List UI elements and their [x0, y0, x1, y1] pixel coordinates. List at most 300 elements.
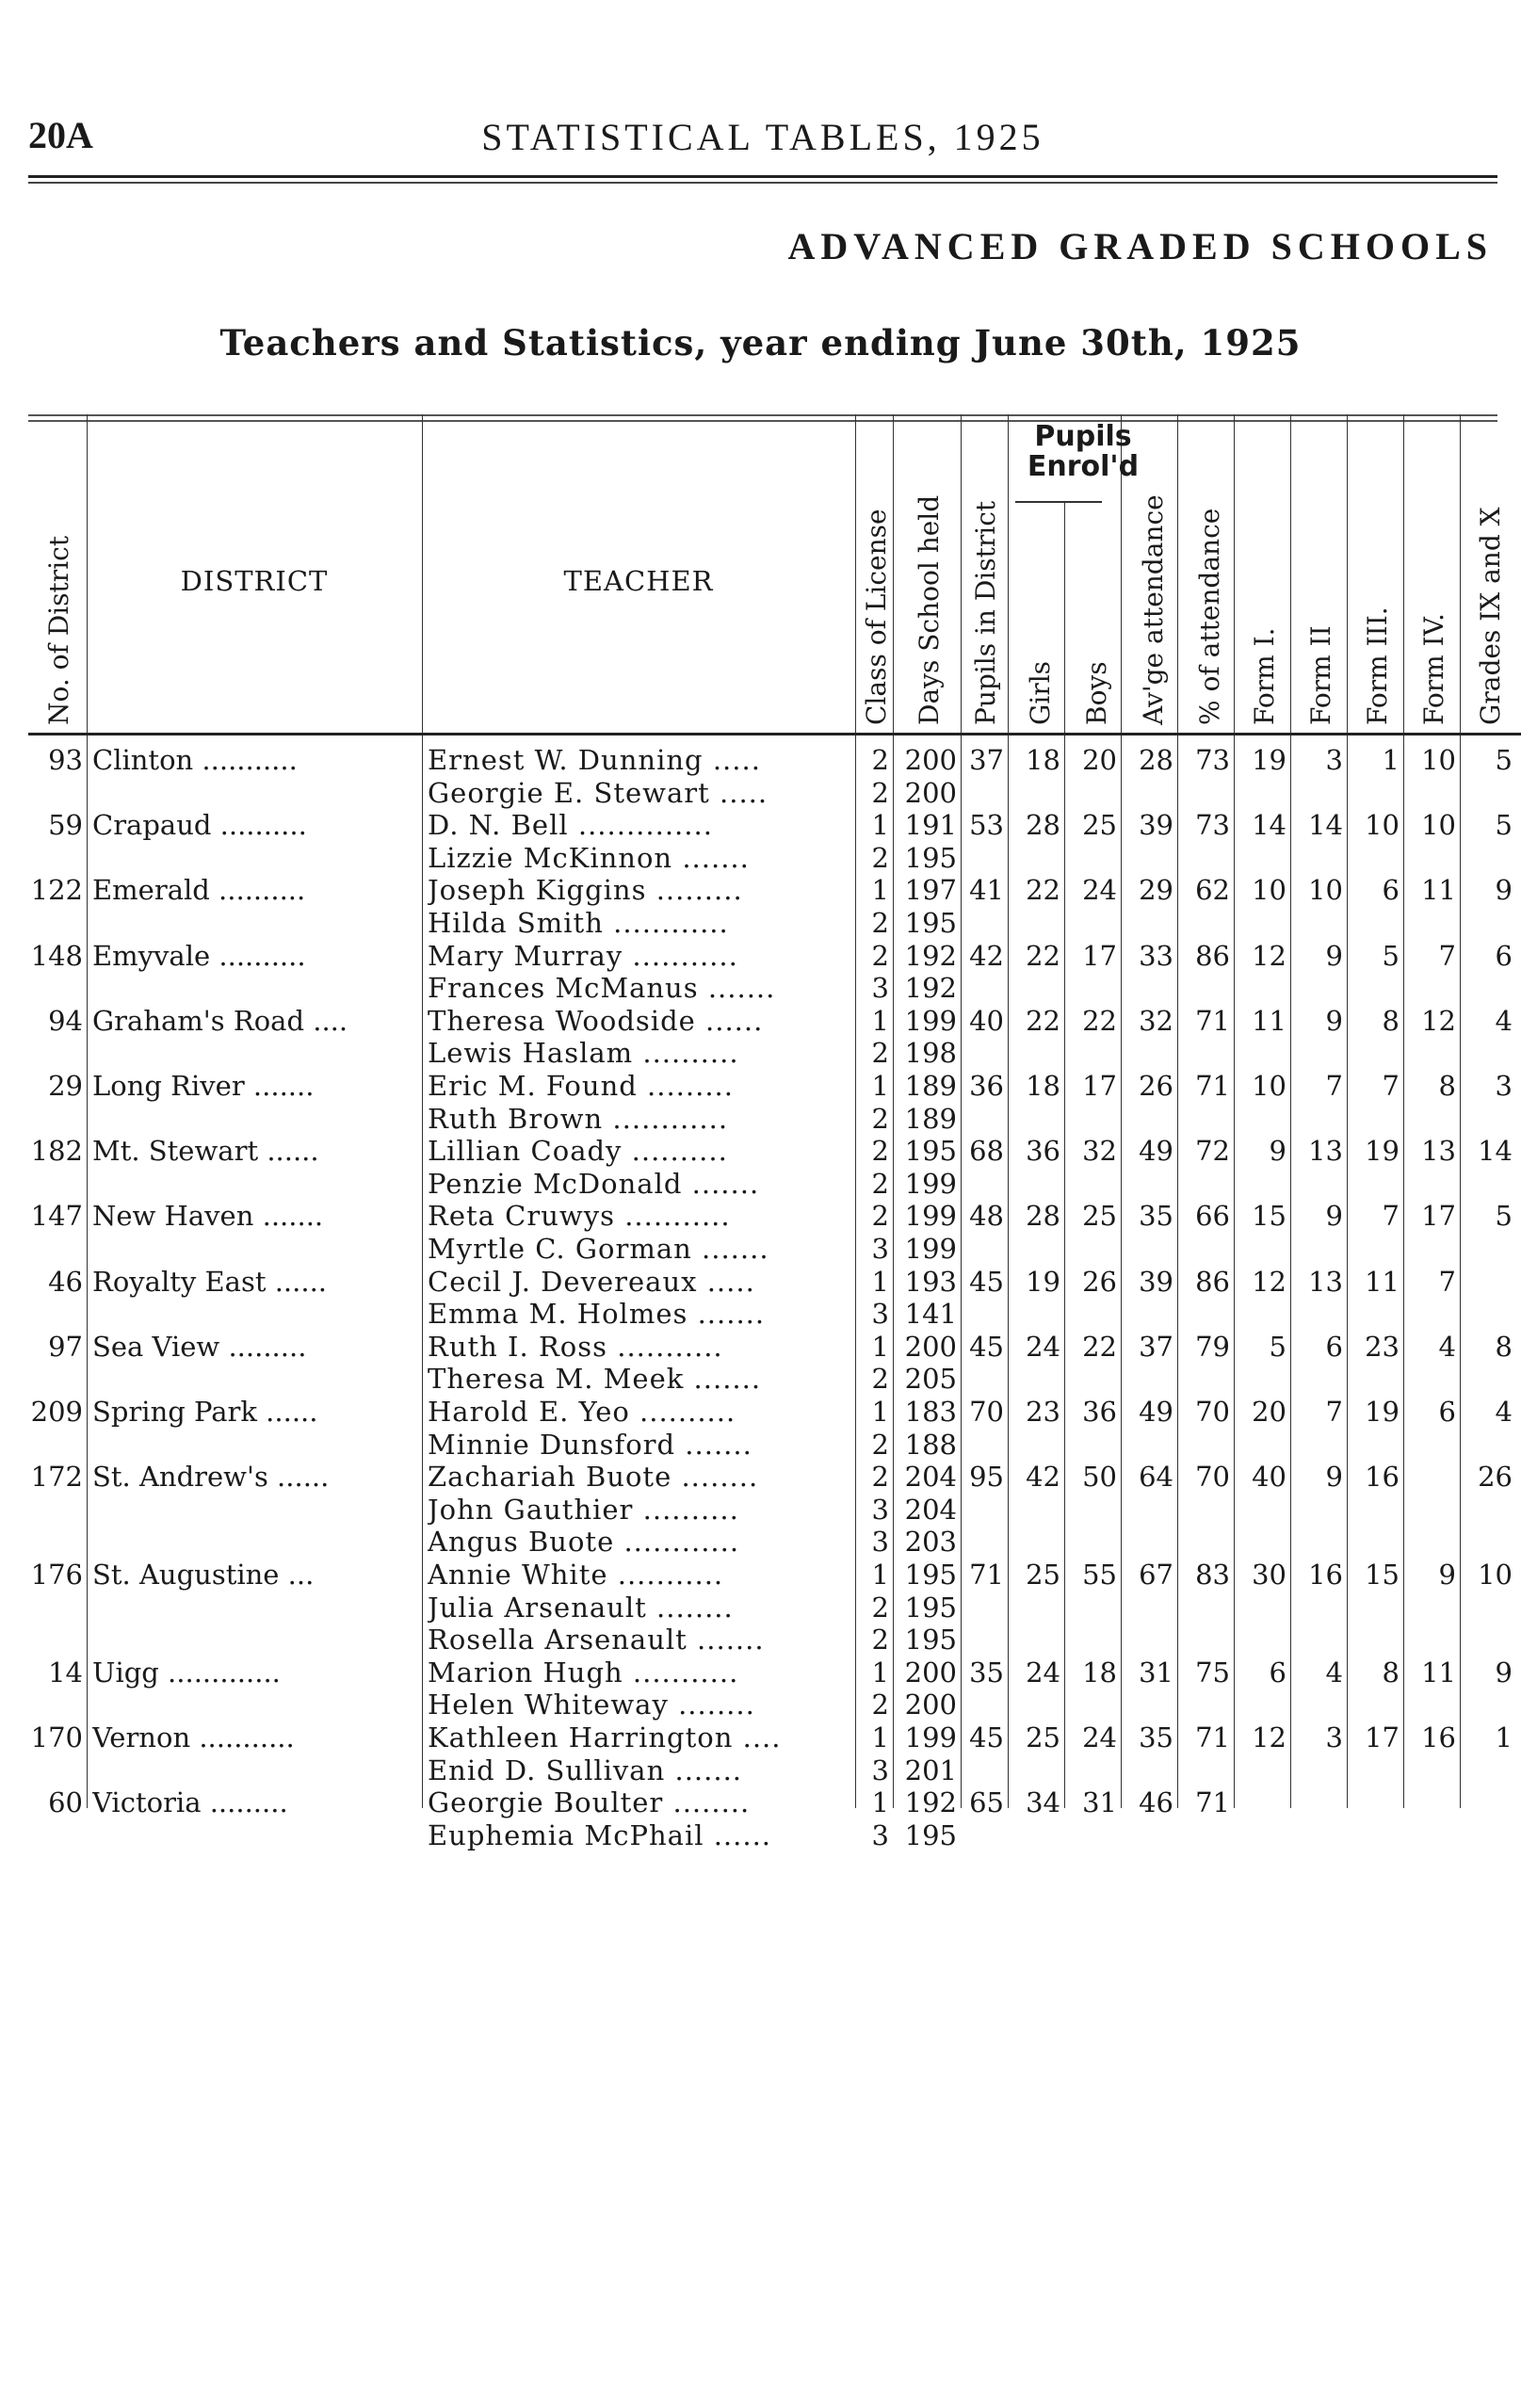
cell-form-1: 12 [1252, 1265, 1286, 1298]
cell-class: 1 [871, 1004, 889, 1037]
cell-class: 1 [871, 809, 889, 842]
cell-pupils: 68 [969, 1135, 1004, 1168]
cell-class: 3 [871, 972, 889, 1005]
cell-form-2: 10 [1308, 874, 1343, 907]
cell-pct-attendance: 71 [1195, 1004, 1230, 1037]
cell-district: Long River ....... [92, 1070, 315, 1102]
cell-teacher: John Gauthier .......... [428, 1493, 739, 1526]
cell-teacher: Julia Arsenault ........ [428, 1591, 734, 1624]
header-no-of-district: No. of District [43, 535, 74, 725]
cell-district-no: 209 [30, 1396, 83, 1428]
table-row [28, 1657, 1521, 1689]
cell-form-3: 7 [1382, 1200, 1400, 1233]
cell-grades-9-10: 4 [1495, 1396, 1513, 1428]
table-row [28, 1396, 1521, 1428]
cell-days: 204 [904, 1461, 957, 1494]
cell-teacher: Frances McManus ....... [428, 972, 776, 1005]
cell-days: 199 [904, 1200, 957, 1233]
cell-teacher: Reta Cruwys ........... [428, 1200, 731, 1233]
cell-form-4: 13 [1421, 1135, 1456, 1168]
cell-form-4: 10 [1421, 744, 1456, 776]
cell-days: 193 [904, 1265, 957, 1298]
cell-form-2: 4 [1325, 1656, 1343, 1689]
cell-grades-9-10: 14 [1478, 1135, 1513, 1168]
table-row [28, 1331, 1521, 1363]
cell-pct-attendance: 62 [1195, 874, 1230, 907]
cell-teacher: Penzie McDonald ....... [428, 1167, 760, 1200]
cell-teacher: Enid D. Sullivan ....... [428, 1753, 743, 1786]
table-row [28, 907, 1521, 939]
cell-form-2: 7 [1325, 1070, 1343, 1102]
cell-form-2: 7 [1325, 1396, 1343, 1428]
table-row [28, 1266, 1521, 1298]
cell-girls: 42 [1026, 1461, 1060, 1494]
cell-form-1: 40 [1252, 1461, 1286, 1494]
cell-boys: 22 [1082, 1004, 1117, 1037]
cell-pupils: 45 [969, 1330, 1004, 1363]
cell-form-2: 6 [1325, 1330, 1343, 1363]
header-days-school-held: Days School held [914, 494, 945, 725]
cell-district: Spring Park ...... [92, 1396, 318, 1428]
table-row [28, 1786, 1521, 1818]
cell-district: St. Augustine ... [92, 1559, 315, 1591]
table-row [28, 1298, 1521, 1330]
cell-boys: 31 [1082, 1786, 1117, 1819]
cell-district-no: 176 [30, 1559, 83, 1591]
running-title: STATISTICAL TABLES, 1925 [481, 116, 1044, 158]
cell-days: 201 [904, 1753, 957, 1786]
cell-avg-attendance: 31 [1139, 1656, 1173, 1689]
cell-avg-attendance: 39 [1139, 1265, 1173, 1298]
table-row [28, 744, 1521, 776]
cell-class: 3 [871, 1298, 889, 1331]
table-row [28, 1135, 1521, 1167]
header-pupils-in-district: Pupils in District [970, 500, 1001, 725]
cell-form-3: 16 [1365, 1461, 1400, 1494]
cell-form-3: 8 [1382, 1656, 1400, 1689]
cell-boys: 17 [1082, 939, 1117, 972]
cell-teacher: Emma M. Holmes ....... [428, 1298, 766, 1331]
cell-pupils: 95 [969, 1461, 1004, 1494]
cell-class: 2 [871, 939, 889, 972]
cell-district-no: 122 [30, 874, 83, 907]
statistics-table [28, 414, 1521, 1940]
cell-days: 189 [904, 1102, 957, 1135]
table-row [28, 809, 1521, 841]
cell-girls: 28 [1026, 809, 1060, 842]
cell-district: Crapaud .......... [92, 809, 307, 842]
cell-form-1: 5 [1269, 1330, 1286, 1363]
cell-class: 1 [871, 1786, 889, 1819]
cell-form-4: 12 [1421, 1004, 1456, 1037]
cell-avg-attendance: 35 [1139, 1200, 1173, 1233]
cell-form-3: 19 [1365, 1396, 1400, 1428]
cell-form-3: 15 [1365, 1559, 1400, 1591]
cell-form-3: 7 [1382, 1070, 1400, 1102]
cell-grades-9-10: 5 [1495, 1200, 1513, 1233]
cell-class: 3 [871, 1526, 889, 1559]
cell-teacher: Kathleen Harrington .... [428, 1721, 782, 1753]
cell-teacher: D. N. Bell .............. [428, 809, 713, 842]
cell-avg-attendance: 67 [1139, 1559, 1173, 1591]
cell-district-no: 97 [48, 1330, 83, 1363]
cell-avg-attendance: 28 [1139, 744, 1173, 776]
header-class-of-license: Class of License [861, 509, 892, 725]
cell-form-4: 17 [1421, 1200, 1456, 1233]
cell-form-3: 11 [1365, 1265, 1400, 1298]
cell-form-1: 11 [1252, 1004, 1286, 1037]
cell-teacher: Euphemia McPhail ...... [428, 1818, 772, 1851]
header-rule-thin [28, 182, 1497, 184]
cell-teacher: Ruth Brown ............ [428, 1102, 729, 1135]
cell-teacher: Mary Murray ........... [428, 939, 738, 972]
header-form-1: Form I. [1249, 627, 1280, 725]
cell-form-1: 14 [1252, 809, 1286, 842]
cell-form-4: 9 [1438, 1559, 1456, 1591]
cell-form-1: 10 [1252, 1070, 1286, 1102]
cell-grades-9-10: 5 [1495, 744, 1513, 776]
table-row [28, 1494, 1521, 1526]
cell-grades-9-10: 3 [1495, 1070, 1513, 1102]
cell-teacher: Ruth I. Ross ........... [428, 1330, 723, 1363]
header-teacher: TEACHER [563, 565, 714, 597]
cell-class: 2 [871, 1591, 889, 1624]
cell-grades-9-10: 5 [1495, 809, 1513, 842]
cell-days: 204 [904, 1493, 957, 1526]
cell-girls: 34 [1026, 1786, 1060, 1819]
cell-pct-attendance: 79 [1195, 1330, 1230, 1363]
cell-pupils: 42 [969, 939, 1004, 972]
table-row [28, 1037, 1521, 1069]
cell-avg-attendance: 29 [1139, 874, 1173, 907]
cell-form-4: 8 [1438, 1070, 1456, 1102]
cell-days: 199 [904, 1233, 957, 1265]
cell-teacher: Georgie E. Stewart ..... [428, 776, 769, 809]
cell-class: 3 [871, 1493, 889, 1526]
cell-days: 195 [904, 841, 957, 874]
cell-days: 199 [904, 1721, 957, 1753]
cell-teacher: Ernest W. Dunning ..... [428, 744, 761, 776]
cell-form-4: 4 [1438, 1330, 1456, 1363]
cell-days: 183 [904, 1396, 957, 1428]
cell-girls: 24 [1026, 1330, 1060, 1363]
cell-days: 191 [904, 809, 957, 842]
cell-teacher: Theresa M. Meek ....... [428, 1363, 762, 1396]
cell-days: 205 [904, 1363, 957, 1396]
cell-district-no: 59 [48, 809, 83, 842]
cell-pupils: 53 [969, 809, 1004, 842]
cell-district: Vernon ........... [92, 1721, 295, 1753]
cell-days: 200 [904, 1656, 957, 1689]
cell-girls: 24 [1026, 1656, 1060, 1689]
cell-district: Victoria ......... [92, 1786, 288, 1819]
header-pupils-enrolled: Pupils Enrol'd [1027, 420, 1140, 483]
cell-boys: 25 [1082, 809, 1117, 842]
cell-teacher: Joseph Kiggins ......... [428, 874, 743, 907]
table-row [28, 1819, 1521, 1851]
cell-pct-attendance: 70 [1195, 1461, 1230, 1494]
page-subtitle: Teachers and Statistics, year ending June 30th, 1925 [219, 322, 1302, 364]
header-girls: Girls [1025, 660, 1056, 725]
cell-days: 198 [904, 1037, 957, 1070]
cell-days: 200 [904, 1330, 957, 1363]
cell-form-4: 6 [1438, 1396, 1456, 1428]
table-row [28, 1363, 1521, 1395]
header-grades-9-10: Grades IX and X [1475, 507, 1506, 725]
table-row [28, 842, 1521, 874]
cell-pct-attendance: 72 [1195, 1135, 1230, 1168]
cell-district-no: 147 [30, 1200, 83, 1233]
cell-pupils: 37 [969, 744, 1004, 776]
cell-grades-9-10: 10 [1478, 1559, 1513, 1591]
cell-boys: 24 [1082, 874, 1117, 907]
cell-pupils: 48 [969, 1200, 1004, 1233]
cell-teacher: Hilda Smith ............ [428, 907, 729, 939]
cell-form-2: 9 [1325, 1004, 1343, 1037]
cell-form-2: 13 [1308, 1135, 1343, 1168]
cell-pupils: 36 [969, 1070, 1004, 1102]
cell-class: 2 [871, 1363, 889, 1396]
cell-pupils: 65 [969, 1786, 1004, 1819]
cell-days: 141 [904, 1298, 957, 1331]
cell-form-2: 9 [1325, 1200, 1343, 1233]
cell-avg-attendance: 49 [1139, 1396, 1173, 1428]
cell-form-2: 3 [1325, 744, 1343, 776]
cell-district-no: 29 [48, 1070, 83, 1102]
cell-teacher: Minnie Dunsford ....... [428, 1428, 752, 1461]
table-row [28, 1005, 1521, 1037]
cell-boys: 32 [1082, 1135, 1117, 1168]
cell-class: 2 [871, 1461, 889, 1494]
cell-girls: 19 [1026, 1265, 1060, 1298]
cell-pct-attendance: 73 [1195, 809, 1230, 842]
cell-days: 192 [904, 972, 957, 1005]
cell-days: 195 [904, 907, 957, 939]
table-row [28, 1592, 1521, 1624]
cell-teacher: Myrtle C. Gorman ....... [428, 1233, 769, 1265]
cell-form-1: 30 [1252, 1559, 1286, 1591]
cell-days: 189 [904, 1070, 957, 1102]
cell-district-no: 14 [48, 1656, 83, 1689]
cell-teacher: Annie White ........... [428, 1559, 724, 1591]
cell-pct-attendance: 71 [1195, 1786, 1230, 1819]
table-row [28, 874, 1521, 906]
cell-class: 2 [871, 1428, 889, 1461]
cell-pupils: 71 [969, 1559, 1004, 1591]
cell-form-3: 19 [1365, 1135, 1400, 1168]
cell-teacher: Lizzie McKinnon ....... [428, 841, 750, 874]
cell-boys: 50 [1082, 1461, 1117, 1494]
cell-class: 1 [871, 874, 889, 907]
cell-district-no: 182 [30, 1135, 83, 1168]
cell-teacher: Helen Whiteway ........ [428, 1689, 755, 1721]
header-boys: Boys [1081, 661, 1112, 725]
table-row [28, 1559, 1521, 1591]
header-form-4: Form IV. [1418, 613, 1449, 725]
cell-teacher: Cecil J. Devereaux ..... [428, 1265, 755, 1298]
header-form-3: Form III. [1362, 606, 1393, 725]
pupils-enrolled-rule [1015, 501, 1102, 503]
cell-class: 2 [871, 1624, 889, 1657]
page-title: ADVANCED GRADED SCHOOLS [787, 225, 1493, 267]
cell-class: 3 [871, 1233, 889, 1265]
cell-pct-attendance: 71 [1195, 1070, 1230, 1102]
cell-district: Uigg ............. [92, 1656, 281, 1689]
cell-pupils: 41 [969, 874, 1004, 907]
cell-class: 3 [871, 1753, 889, 1786]
cell-grades-9-10: 4 [1495, 1004, 1513, 1037]
cell-teacher: Eric M. Found ......... [428, 1070, 734, 1102]
cell-pct-attendance: 75 [1195, 1656, 1230, 1689]
cell-boys: 20 [1082, 744, 1117, 776]
cell-form-4: 11 [1421, 874, 1456, 907]
cell-girls: 25 [1026, 1721, 1060, 1753]
cell-class: 2 [871, 744, 889, 776]
cell-district: Emerald .......... [92, 874, 306, 907]
cell-class: 1 [871, 1721, 889, 1753]
cell-form-3: 17 [1365, 1721, 1400, 1753]
header-bottom-rule [28, 733, 1521, 735]
cell-pupils: 70 [969, 1396, 1004, 1428]
cell-pct-attendance: 83 [1195, 1559, 1230, 1591]
cell-days: 200 [904, 776, 957, 809]
cell-form-1: 9 [1269, 1135, 1286, 1168]
cell-class: 1 [871, 1656, 889, 1689]
cell-avg-attendance: 35 [1139, 1721, 1173, 1753]
cell-teacher: Angus Buote ............ [428, 1526, 740, 1559]
cell-boys: 55 [1082, 1559, 1117, 1591]
cell-grades-9-10: 8 [1495, 1330, 1513, 1363]
table-row [28, 1624, 1521, 1656]
header-avge-attendance: Av'ge attendance [1138, 494, 1169, 725]
table-row [28, 972, 1521, 1004]
cell-grades-9-10: 6 [1495, 939, 1513, 972]
cell-boys: 22 [1082, 1330, 1117, 1363]
cell-form-1: 15 [1252, 1200, 1286, 1233]
cell-form-1: 20 [1252, 1396, 1286, 1428]
cell-form-4: 16 [1421, 1721, 1456, 1753]
cell-avg-attendance: 32 [1139, 1004, 1173, 1037]
cell-days: 197 [904, 874, 957, 907]
cell-girls: 36 [1026, 1135, 1060, 1168]
cell-girls: 22 [1026, 939, 1060, 972]
cell-pupils: 45 [969, 1265, 1004, 1298]
cell-form-3: 1 [1382, 744, 1400, 776]
table-top-rule-2 [28, 420, 1497, 422]
cell-district-no: 46 [48, 1265, 83, 1298]
cell-district-no: 94 [48, 1004, 83, 1037]
cell-form-1: 6 [1269, 1656, 1286, 1689]
cell-class: 2 [871, 1689, 889, 1721]
cell-days: 195 [904, 1559, 957, 1591]
table-row [28, 1429, 1521, 1461]
cell-district: Royalty East ...... [92, 1265, 328, 1298]
cell-days: 200 [904, 744, 957, 776]
cell-form-4: 7 [1438, 939, 1456, 972]
cell-girls: 18 [1026, 1070, 1060, 1102]
cell-district: Graham's Road .... [92, 1004, 348, 1037]
cell-girls: 28 [1026, 1200, 1060, 1233]
cell-teacher: Marion Hugh ........... [428, 1656, 739, 1689]
cell-form-1: 12 [1252, 939, 1286, 972]
cell-days: 195 [904, 1818, 957, 1851]
cell-class: 2 [871, 841, 889, 874]
cell-form-3: 6 [1382, 874, 1400, 907]
cell-district: Sea View ......... [92, 1330, 307, 1363]
cell-days: 192 [904, 939, 957, 972]
cell-days: 200 [904, 1689, 957, 1721]
table-row [28, 1689, 1521, 1721]
table-row [28, 1721, 1521, 1753]
cell-days: 199 [904, 1004, 957, 1037]
cell-girls: 25 [1026, 1559, 1060, 1591]
cell-district-no: 170 [30, 1721, 83, 1753]
cell-form-4: 10 [1421, 809, 1456, 842]
cell-form-1: 19 [1252, 744, 1286, 776]
header-rule [28, 175, 1497, 178]
cell-class: 2 [871, 776, 889, 809]
cell-form-3: 23 [1365, 1330, 1400, 1363]
cell-class: 2 [871, 1200, 889, 1233]
cell-boys: 26 [1082, 1265, 1117, 1298]
cell-boys: 17 [1082, 1070, 1117, 1102]
cell-form-3: 10 [1365, 809, 1400, 842]
table-row [28, 1070, 1521, 1102]
cell-district: New Haven ....... [92, 1200, 324, 1233]
cell-class: 2 [871, 1102, 889, 1135]
cell-class: 2 [871, 907, 889, 939]
cell-form-2: 16 [1308, 1559, 1343, 1591]
cell-days: 203 [904, 1526, 957, 1559]
cell-avg-attendance: 33 [1139, 939, 1173, 972]
cell-form-4: 11 [1421, 1656, 1456, 1689]
cell-teacher: Harold E. Yeo .......... [428, 1396, 736, 1428]
cell-grades-9-10: 9 [1495, 874, 1513, 907]
cell-grades-9-10: 9 [1495, 1656, 1513, 1689]
cell-pct-attendance: 73 [1195, 744, 1230, 776]
table-row [28, 1103, 1521, 1135]
table-row [28, 1526, 1521, 1558]
cell-class: 1 [871, 1396, 889, 1428]
cell-girls: 22 [1026, 874, 1060, 907]
cell-pct-attendance: 66 [1195, 1200, 1230, 1233]
cell-district: St. Andrew's ...... [92, 1461, 330, 1494]
cell-boys: 36 [1082, 1396, 1117, 1428]
cell-class: 1 [871, 1330, 889, 1363]
cell-avg-attendance: 37 [1139, 1330, 1173, 1363]
table-row [28, 777, 1521, 809]
header-district: DISTRICT [180, 565, 329, 597]
cell-district: Clinton ........... [92, 744, 298, 776]
cell-class: 1 [871, 1265, 889, 1298]
cell-days: 188 [904, 1428, 957, 1461]
cell-teacher: Theresa Woodside ...... [428, 1004, 764, 1037]
table-row [28, 1168, 1521, 1200]
cell-form-1: 12 [1252, 1721, 1286, 1753]
cell-boys: 25 [1082, 1200, 1117, 1233]
cell-class: 2 [871, 1135, 889, 1168]
header-pct-attendance: % of attendance [1194, 508, 1225, 725]
table-row [28, 940, 1521, 972]
table-row [28, 1233, 1521, 1265]
cell-class: 3 [871, 1818, 889, 1851]
cell-avg-attendance: 64 [1139, 1461, 1173, 1494]
cell-form-3: 5 [1382, 939, 1400, 972]
cell-form-1: 10 [1252, 874, 1286, 907]
cell-boys: 18 [1082, 1656, 1117, 1689]
table-row [28, 1461, 1521, 1493]
cell-form-4: 7 [1438, 1265, 1456, 1298]
